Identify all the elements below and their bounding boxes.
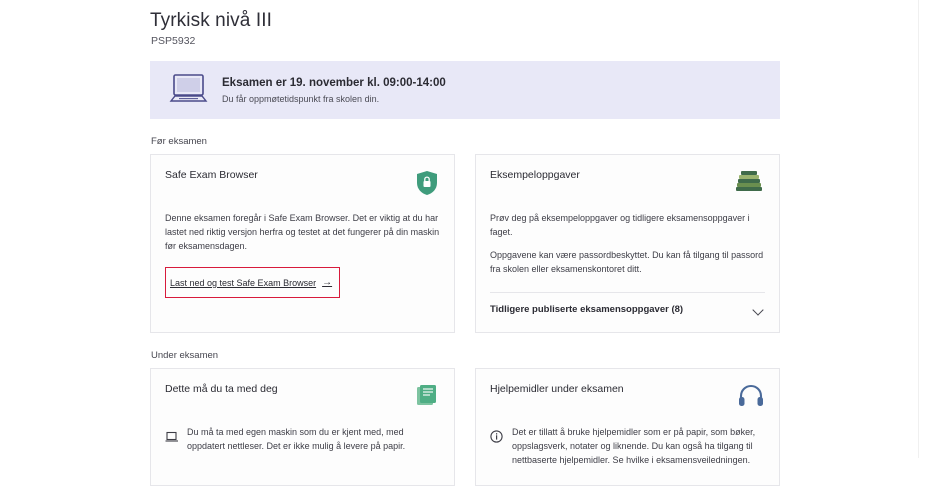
card-paragraph: Prøv deg på eksempeloppgaver og tidligere eksamensoppgaver i faget.	[490, 213, 750, 237]
computer-monitor-icon	[164, 68, 216, 112]
card-title-sample-assignments: Eksempeloppgaver	[490, 169, 580, 181]
card-bring-with-you	[150, 368, 455, 486]
card-safe-exam-browser	[150, 154, 455, 333]
shield-lock-icon	[406, 169, 440, 199]
bullet-bring-with-you	[165, 426, 440, 454]
books-green-icon	[406, 383, 440, 413]
card-header	[165, 383, 440, 413]
banner-title: Eksamen er 19. november kl. 09:00-14:00	[222, 76, 446, 89]
card-sample-assignments	[475, 154, 780, 333]
download-seb-highlight	[165, 267, 340, 298]
download-seb-label: Last ned og test Safe Exam Browser	[170, 277, 317, 288]
card-header	[490, 169, 765, 199]
card-paragraph: Oppgavene kan være passordbeskyttet. Du kan få tilgang til passord fra skolen eller eksamenskontoret ditt.	[490, 249, 764, 274]
bullet-exam-aids	[490, 426, 765, 468]
section-label-during-exam: Under eksamen	[151, 349, 219, 361]
books-stack-icon	[731, 169, 765, 199]
card-title-bring-with-you: Dette må du ta med deg	[165, 382, 278, 395]
bullet-text: Du må ta med egen maskin som du er kjent med, med oppdatert nettleser. Det er ikke mulig å levere på papir.	[187, 426, 406, 451]
page-title: Tyrkisk nivå III	[150, 10, 272, 31]
card-body-safe-exam-browser	[165, 212, 440, 254]
page-right-gutter	[918, 0, 933, 458]
card-header	[490, 383, 765, 413]
laptop-icon	[165, 430, 179, 444]
card-body-sample-assignments	[490, 212, 765, 277]
section-label-before-exam: Før eksamen	[151, 136, 207, 147]
accordion-previous-exams[interactable]	[490, 293, 765, 316]
accordion-label: Tidligere publiserte eksamensoppgaver (8)	[490, 304, 684, 316]
card-exam-aids	[475, 368, 780, 486]
banner-subtitle: Du får oppmøtetidspunkt fra skolen din.	[222, 93, 380, 104]
banner-text-group	[222, 77, 446, 104]
headphones-icon	[731, 383, 765, 413]
card-title-safe-exam-browser: Safe Exam Browser	[165, 169, 258, 181]
card-row-during-exam	[150, 368, 780, 486]
card-row-before-exam	[150, 154, 780, 333]
arrow-right-icon: →	[322, 277, 333, 289]
info-circle-icon	[490, 430, 504, 444]
card-paragraph: Denne eksamen foregår i Safe Exam Browser. Det er viktig at du har lastet ned riktig versjon herfra og testet at det fungerer på din maskin før eksamensdagen.	[165, 213, 440, 251]
card-header	[165, 169, 440, 199]
download-seb-link[interactable]	[170, 277, 332, 288]
card-title-exam-aids: Hjelpemidler under eksamen	[490, 382, 624, 395]
bullet-text: Det er tillatt å bruke hjelpemidler som er på papir, som bøker, oppslagsverk, notater og liknende. Du kan også ha tilgang til nettbaserte hjelpemidler. Se hvilke i eksamensveiledningen.	[512, 426, 756, 465]
exam-info-banner	[150, 61, 780, 119]
chevron-down-icon[interactable]	[753, 304, 765, 316]
main-content	[150, 0, 780, 486]
course-code: PSP5932	[151, 35, 196, 47]
